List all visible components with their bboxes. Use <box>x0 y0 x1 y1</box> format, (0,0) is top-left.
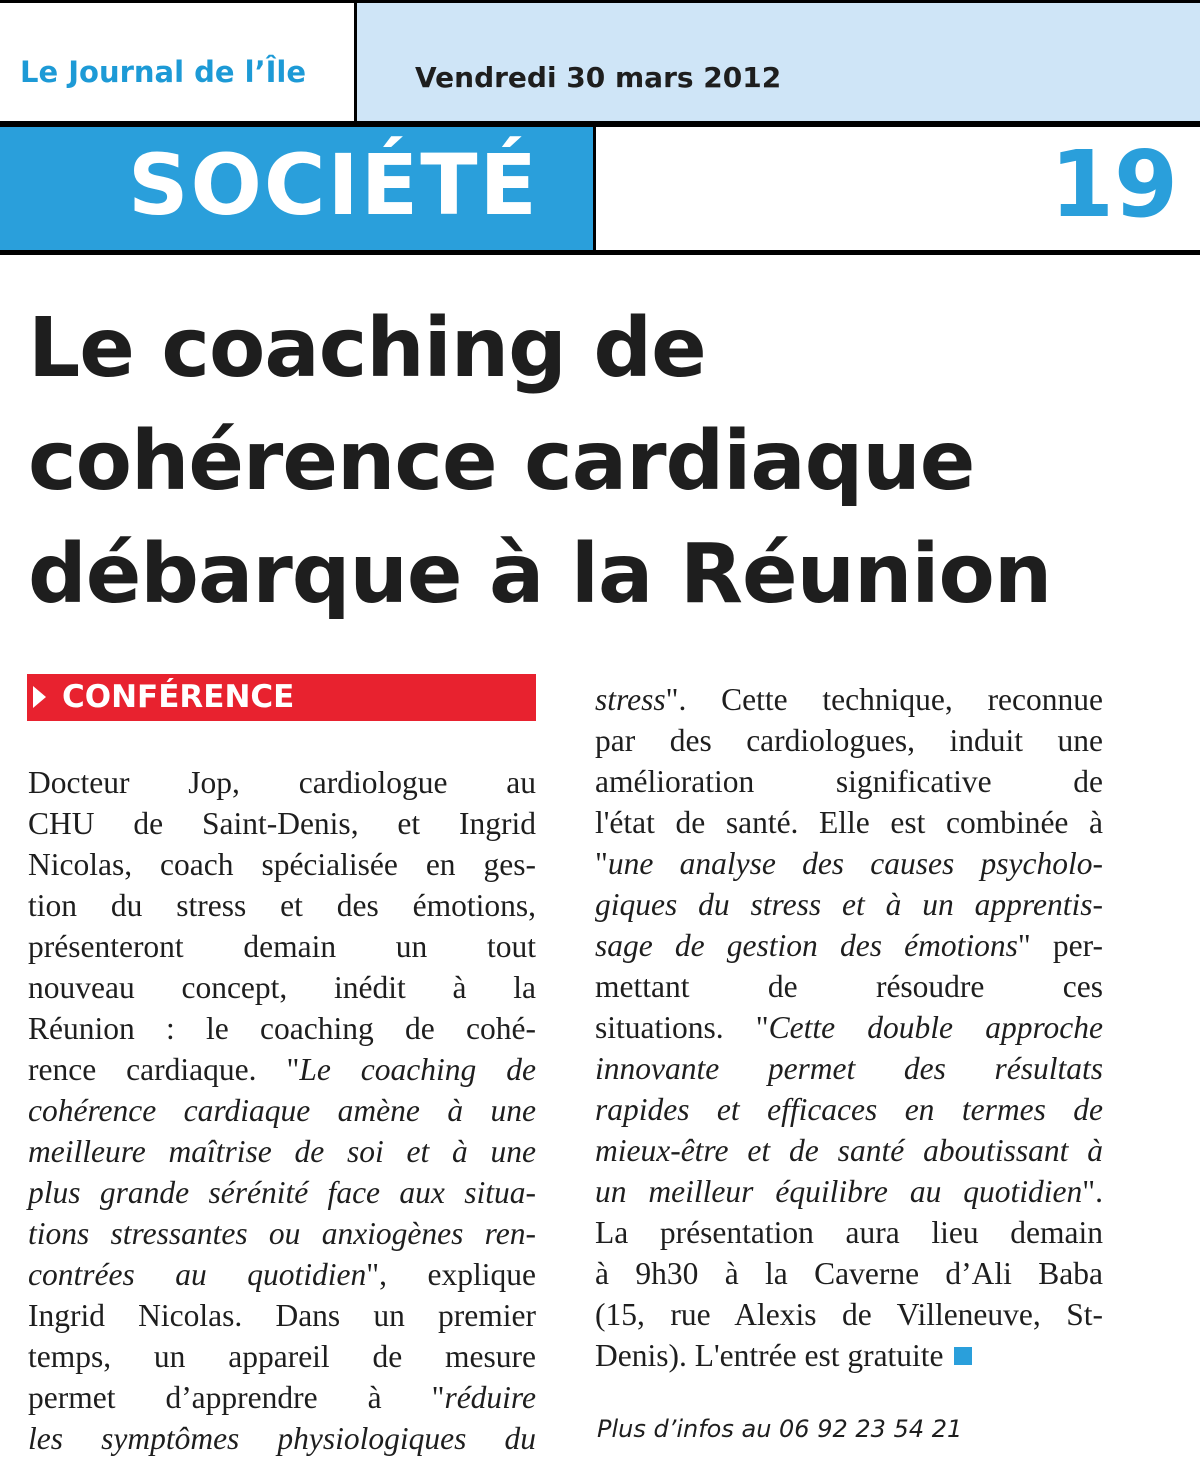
article-line <box>595 966 1103 1007</box>
article-line <box>595 1294 1103 1335</box>
headline <box>28 292 1178 631</box>
body-text: tion du stress et des émotions, <box>28 888 536 923</box>
article-column-1 <box>28 762 536 1459</box>
triangle-right-icon <box>33 686 46 708</box>
section-band <box>0 127 596 251</box>
body-text: (15, rue Alexis de Villeneuve, St- <box>595 1297 1103 1332</box>
quote-text: Cette double approche <box>768 1010 1103 1045</box>
article-line <box>595 1007 1103 1048</box>
article-line <box>595 679 1103 720</box>
headline-line: débarque à la Réunion <box>28 527 1052 622</box>
article-line <box>595 802 1103 843</box>
bottom-rule <box>0 250 1200 255</box>
journal-name: Le Journal de l’Île <box>20 55 307 89</box>
body-text: rence cardiaque. " <box>28 1052 300 1087</box>
quote-text: mieux-être et de santé aboutissant à <box>595 1133 1103 1168</box>
quote-text: les symptômes physiologiques du <box>28 1421 536 1456</box>
article-line <box>595 1048 1103 1089</box>
body-text: ". <box>1082 1174 1103 1209</box>
article-line <box>595 1335 1103 1376</box>
quote-text: plus grande sérénité face aux situa- <box>28 1175 536 1210</box>
quote-text: une analyse des causes psycholo- <box>607 846 1103 881</box>
article-line <box>28 1295 536 1336</box>
quote-text: réduire <box>444 1380 536 1415</box>
body-text: amélioration significative de <box>595 764 1103 799</box>
article-line <box>28 885 536 926</box>
article-column-2 <box>595 679 1103 1376</box>
body-text: CHU de Saint-Denis, et Ingrid <box>28 806 536 841</box>
body-text: permet d’apprendre à " <box>28 1380 445 1415</box>
article-line <box>28 1008 536 1049</box>
article-line <box>28 1336 536 1377</box>
quote-text: contrées au quotidien <box>28 1257 367 1292</box>
article-line <box>28 926 536 967</box>
masthead <box>0 0 1200 124</box>
body-text: Docteur Jop, cardiologue au <box>28 765 536 800</box>
body-text: ". Cette technique, reconnue <box>665 682 1103 717</box>
body-text: nouveau concept, inédit à la <box>28 970 536 1005</box>
body-text: mettant de résoudre ces <box>595 969 1103 1004</box>
quote-text: stress <box>595 682 666 717</box>
body-text: par des cardiologues, induit une <box>595 723 1103 758</box>
quote-text: tions stressantes ou anxiogènes ren- <box>28 1216 536 1251</box>
article-line <box>595 761 1103 802</box>
article-line <box>28 1049 536 1090</box>
quote-text: Le coaching de <box>299 1052 536 1087</box>
article-line <box>595 720 1103 761</box>
article-line <box>28 1172 536 1213</box>
body-text: Denis). L'entrée est gratuite <box>595 1338 944 1373</box>
headline-line: Le coaching de <box>28 301 706 396</box>
article-line <box>595 925 1103 966</box>
masthead-left-panel <box>0 3 357 124</box>
page-number: 19 <box>1049 131 1178 238</box>
article-line <box>595 1212 1103 1253</box>
article-line <box>28 844 536 885</box>
issue-date: Vendredi 30 mars 2012 <box>415 61 782 94</box>
article-line <box>28 1377 536 1418</box>
quote-text: giques du stress et à un apprentis- <box>595 887 1103 922</box>
body-text: ", explique <box>366 1257 536 1292</box>
article-line <box>595 1130 1103 1171</box>
masthead-right-panel <box>357 3 1200 124</box>
section-title: SOCIÉTÉ <box>128 136 539 234</box>
article-line <box>595 1253 1103 1294</box>
quote-text: cohérence cardiaque amène à une <box>28 1093 536 1128</box>
article-line <box>28 803 536 844</box>
quote-text: innovante permet des résultats <box>595 1051 1103 1086</box>
body-text: situations. " <box>595 1010 769 1045</box>
article-line <box>28 1213 536 1254</box>
article-line <box>28 967 536 1008</box>
body-text: Réunion : le coaching de cohé- <box>28 1011 536 1046</box>
body-text: Ingrid Nicolas. Dans un premier <box>28 1298 536 1333</box>
headline-line: cohérence cardiaque <box>28 414 975 509</box>
body-text: La présentation aura lieu demain <box>595 1215 1103 1250</box>
article-line <box>595 1171 1103 1212</box>
body-text: " per- <box>1017 928 1103 963</box>
article-line <box>28 1418 536 1459</box>
article-line <box>28 1131 536 1172</box>
article-line <box>595 1089 1103 1130</box>
body-text: " <box>595 846 608 881</box>
body-text: à 9h30 à la Caverne d’Ali Baba <box>595 1256 1103 1291</box>
body-text: présenteront demain un tout <box>28 929 536 964</box>
page-number-panel <box>596 127 1200 251</box>
article-line <box>28 1090 536 1131</box>
kicker-banner <box>27 674 536 721</box>
contact-info: Plus d’infos au 06 92 23 54 21 <box>597 1415 963 1443</box>
body-text: Nicolas, coach spécialisée en ges- <box>28 847 536 882</box>
article-line <box>28 1254 536 1295</box>
quote-text: sage de gestion des émotions <box>595 928 1018 963</box>
body-text: l'état de santé. Elle est combinée à <box>595 805 1103 840</box>
article-line <box>595 843 1103 884</box>
article-line <box>595 884 1103 925</box>
quote-text: meilleure maîtrise de soi et à une <box>28 1134 536 1169</box>
body-text: temps, un appareil de mesure <box>28 1339 536 1374</box>
quote-text: un meilleur équilibre au quotidien <box>595 1174 1083 1209</box>
quote-text: rapides et efficaces en termes de <box>595 1092 1103 1127</box>
kicker-label: CONFÉRENCE <box>62 679 295 715</box>
square-end-mark-icon <box>954 1347 972 1365</box>
article-line <box>28 762 536 803</box>
